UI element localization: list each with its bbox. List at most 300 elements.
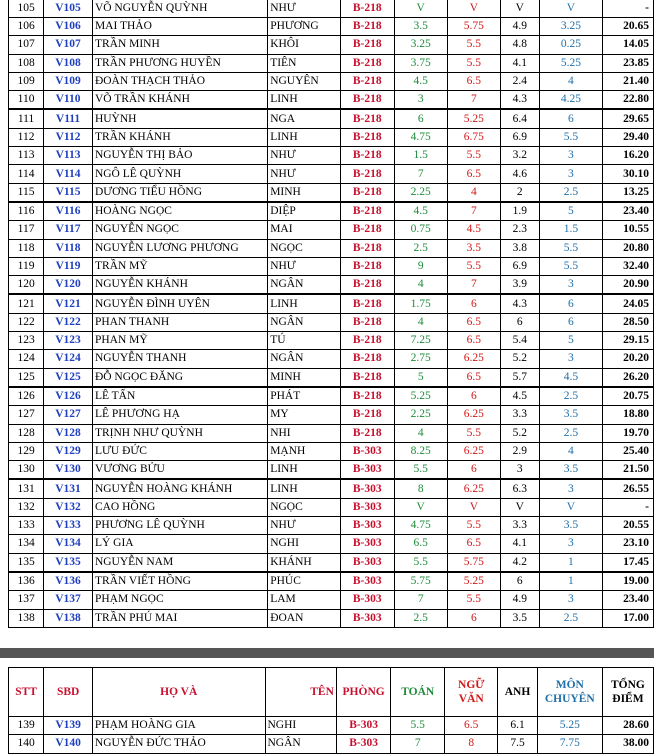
cell-anh: 5.4 — [500, 332, 539, 350]
cell-toan: 4 — [394, 424, 447, 442]
cell-toan: 4.5 — [394, 202, 447, 221]
cell-sbd: V125 — [44, 368, 93, 387]
cell-phong: B-303 — [340, 517, 394, 535]
cell-ten: LINH — [268, 461, 341, 480]
cell-stt: 113 — [9, 147, 44, 165]
cell-ho: NGUYỄN NGỌC — [92, 221, 267, 239]
cell-anh: 3.9 — [500, 276, 539, 295]
cell-chuyen: 3.5 — [539, 461, 602, 480]
cell-chuyen: 5.5 — [539, 239, 602, 257]
cell-tong: 10.55 — [603, 221, 654, 239]
cell-ho: NGUYỄN THANH — [92, 350, 267, 368]
header-van: NGỮ VĂN — [445, 668, 498, 717]
header-stt: STT — [9, 668, 44, 717]
cell-tong: 28.60 — [602, 717, 653, 735]
cell-stt: 108 — [9, 54, 44, 72]
cell-ho: TRẦN PHƯƠNG HUYỀN — [92, 54, 267, 72]
cell-stt: 134 — [9, 535, 44, 553]
cell-tong: 14.05 — [603, 36, 654, 54]
cell-phong: B-218 — [340, 257, 394, 275]
cell-chuyen: 1 — [539, 572, 602, 591]
cell-chuyen: 3 — [539, 276, 602, 295]
cell-chuyen: 3 — [539, 147, 602, 165]
cell-anh: 3 — [500, 461, 539, 480]
cell-chuyen: 2.5 — [539, 183, 602, 202]
cell-phong: B-218 — [340, 0, 394, 18]
cell-tong: 23.40 — [603, 591, 654, 609]
cell-stt: 137 — [9, 591, 44, 609]
table-row — [9, 165, 654, 183]
cell-chuyen: 3.5 — [539, 517, 602, 535]
cell-tong: 22.80 — [603, 91, 654, 110]
cell-tong: 20.75 — [603, 387, 654, 406]
cell-chuyen: 0.25 — [539, 36, 602, 54]
cell-toan: 2.5 — [394, 609, 447, 627]
cell-ten: DIỆP — [268, 202, 341, 221]
cell-van: 5.5 — [447, 591, 500, 609]
header-sbd: SBD — [44, 668, 93, 717]
cell-phong: B-218 — [340, 424, 394, 442]
cell-anh: 2.4 — [500, 72, 539, 90]
cell-van: 5.25 — [447, 572, 500, 591]
cell-chuyen: 6 — [539, 313, 602, 331]
cell-sbd: V112 — [44, 128, 93, 146]
cell-ho: PHAN THANH — [92, 313, 267, 331]
cell-toan: 2.25 — [394, 406, 447, 424]
cell-toan: 6 — [394, 109, 447, 128]
cell-ho: TRẦN PHÚ MAI — [92, 609, 267, 627]
cell-stt: 116 — [9, 202, 44, 221]
cell-tong: 24.05 — [603, 294, 654, 313]
table-row — [9, 735, 654, 753]
cell-sbd: V113 — [44, 147, 93, 165]
cell-chuyen: 3 — [539, 591, 602, 609]
cell-van: 6.5 — [447, 368, 500, 387]
cell-phong: B-303 — [340, 461, 394, 480]
cell-phong: B-218 — [340, 350, 394, 368]
cell-ho: NGUYỄN ĐÌNH UYÊN — [92, 294, 267, 313]
cell-ho: TRẦN VIẾT HỒNG — [92, 572, 267, 591]
cell-chuyen: 3 — [539, 165, 602, 183]
cell-toan: 4 — [394, 313, 447, 331]
cell-phong: B-218 — [340, 332, 394, 350]
table-row — [9, 572, 654, 591]
cell-stt: 130 — [9, 461, 44, 480]
cell-sbd: V126 — [44, 387, 93, 406]
cell-stt: 109 — [9, 72, 44, 90]
cell-stt: 114 — [9, 165, 44, 183]
cell-stt: 136 — [9, 572, 44, 591]
cell-toan: V — [394, 498, 447, 516]
cell-stt: 122 — [9, 313, 44, 331]
table-row — [9, 276, 654, 295]
cell-sbd: V136 — [44, 572, 93, 591]
cell-sbd: V132 — [44, 498, 93, 516]
cell-toan: 4 — [394, 276, 447, 295]
cell-toan: 3.25 — [394, 36, 447, 54]
table-row — [9, 332, 654, 350]
cell-ho: PHẠM NGỌC — [92, 591, 267, 609]
cell-stt: 121 — [9, 294, 44, 313]
cell-tong: 17.45 — [603, 553, 654, 572]
header-toan: TOÁN — [391, 668, 445, 717]
cell-ho: NGUYỄN KHÁNH — [92, 276, 267, 295]
cell-phong: B-303 — [336, 735, 390, 753]
cell-chuyen: 3.25 — [539, 18, 602, 36]
cell-phong: B-218 — [340, 313, 394, 331]
cell-van: 5.5 — [447, 424, 500, 442]
cell-ten: PHÚC — [268, 572, 341, 591]
cell-van: 6 — [447, 387, 500, 406]
cell-toan: 5.25 — [394, 387, 447, 406]
cell-tong: 29.65 — [603, 109, 654, 128]
table-row — [9, 109, 654, 128]
cell-ten: NGÂN — [265, 735, 336, 753]
cell-anh: 5.2 — [500, 350, 539, 368]
cell-van: 8 — [445, 735, 498, 753]
cell-toan: 3 — [394, 91, 447, 110]
cell-tong: 30.10 — [603, 165, 654, 183]
cell-sbd: V133 — [44, 517, 93, 535]
cell-chuyen: 5 — [539, 332, 602, 350]
cell-anh: 6.9 — [500, 257, 539, 275]
cell-ho: PHẠM HOÀNG GIA — [92, 717, 265, 735]
cell-chuyen: 6 — [539, 109, 602, 128]
cell-ho: MAI THẢO — [92, 18, 267, 36]
table-row — [9, 91, 654, 110]
cell-phong: B-218 — [340, 128, 394, 146]
cell-chuyen: V — [539, 0, 602, 18]
cell-van: 6.5 — [447, 313, 500, 331]
cell-ho: NGUYỄN THỊ BẢO — [92, 147, 267, 165]
cell-sbd: V138 — [44, 609, 93, 627]
cell-toan: 7 — [394, 165, 447, 183]
cell-van: 6.5 — [447, 332, 500, 350]
table-row — [9, 479, 654, 498]
cell-sbd: V135 — [44, 553, 93, 572]
cell-tong: 19.70 — [603, 424, 654, 442]
cell-tong: 19.00 — [603, 572, 654, 591]
cell-ten: ĐOAN — [268, 609, 341, 627]
cell-ten: NGÂN — [268, 350, 341, 368]
cell-anh: 6.1 — [498, 717, 537, 735]
cell-ho: LƯU ĐỨC — [92, 442, 267, 460]
cell-tong: 29.15 — [603, 332, 654, 350]
cell-ho: HUỲNH — [92, 109, 267, 128]
cell-toan: 4.75 — [394, 517, 447, 535]
cell-tong: 20.65 — [603, 18, 654, 36]
cell-tong: 26.55 — [603, 479, 654, 498]
cell-ten: NHƯ — [268, 165, 341, 183]
table-row — [9, 221, 654, 239]
table-row — [9, 406, 654, 424]
cell-anh: 1.9 — [500, 202, 539, 221]
cell-ho: DƯƠNG TIỂU HỒNG — [92, 183, 267, 202]
cell-anh: 4.5 — [500, 387, 539, 406]
cell-tong: 23.85 — [603, 54, 654, 72]
cell-anh: V — [500, 498, 539, 516]
cell-tong: 23.10 — [603, 535, 654, 553]
cell-phong: B-218 — [340, 91, 394, 110]
cell-van: V — [447, 0, 500, 18]
cell-chuyen: 4 — [539, 442, 602, 460]
cell-chuyen: 4.25 — [539, 91, 602, 110]
cell-ho: ĐỖ NGỌC ĐĂNG — [92, 368, 267, 387]
cell-ten: TÚ — [268, 332, 341, 350]
cell-van: 6.5 — [447, 72, 500, 90]
cell-ten: LINH — [268, 294, 341, 313]
cell-ten: MẠNH — [268, 442, 341, 460]
cell-ho: NGUYỄN HOÀNG KHÁNH — [92, 479, 267, 498]
cell-anh: 5.2 — [500, 424, 539, 442]
cell-ten: NHƯ — [268, 257, 341, 275]
cell-stt: 128 — [9, 424, 44, 442]
cell-tong: 18.80 — [603, 406, 654, 424]
cell-ten: NGỌC — [268, 239, 341, 257]
cell-ho: NGÔ LÊ QUỲNH — [92, 165, 267, 183]
cell-ten: NGỌC — [268, 498, 341, 516]
cell-toan: 7 — [394, 591, 447, 609]
cell-chuyen: 1.5 — [539, 221, 602, 239]
cell-ten: TIÊN — [268, 54, 341, 72]
cell-sbd: V117 — [44, 221, 93, 239]
cell-van: 6.5 — [447, 535, 500, 553]
table-row — [9, 313, 654, 331]
cell-toan: 4.5 — [394, 72, 447, 90]
cell-phong: B-218 — [340, 18, 394, 36]
cell-van: 6.75 — [447, 128, 500, 146]
cell-van: 7 — [447, 276, 500, 295]
cell-van: 3.5 — [447, 239, 500, 257]
cell-sbd: V109 — [44, 72, 93, 90]
cell-sbd: V119 — [44, 257, 93, 275]
cell-sbd: V110 — [44, 91, 93, 110]
table-row — [9, 0, 654, 18]
cell-van: 7 — [447, 91, 500, 110]
cell-anh: 7.5 — [498, 735, 537, 753]
cell-van: 6.25 — [447, 350, 500, 368]
cell-ho: TRẦN MỸ — [92, 257, 267, 275]
cell-tong: - — [603, 0, 654, 18]
cell-toan: 5.75 — [394, 572, 447, 591]
cell-anh: 4.3 — [500, 294, 539, 313]
cell-phong: B-303 — [340, 442, 394, 460]
table-row — [9, 257, 654, 275]
table-row — [9, 294, 654, 313]
cell-phong: B-303 — [340, 572, 394, 591]
cell-toan: 5.5 — [394, 553, 447, 572]
cell-anh: 6 — [500, 572, 539, 591]
cell-chuyen: 5.25 — [537, 717, 602, 735]
cell-phong: B-218 — [340, 276, 394, 295]
cell-sbd: V114 — [44, 165, 93, 183]
cell-sbd: V131 — [44, 479, 93, 498]
cell-van: 5.5 — [447, 147, 500, 165]
cell-anh: 6.9 — [500, 128, 539, 146]
cell-van: 6 — [447, 294, 500, 313]
cell-ten: MINH — [268, 368, 341, 387]
cell-toan: 8.25 — [394, 442, 447, 460]
cell-phong: B-303 — [336, 717, 390, 735]
header-phong: PHÒNG — [336, 668, 390, 717]
cell-sbd: V118 — [44, 239, 93, 257]
table-row — [9, 498, 654, 516]
cell-phong: B-218 — [340, 36, 394, 54]
table-row — [9, 350, 654, 368]
table-row — [9, 609, 654, 627]
cell-tong: 26.20 — [603, 368, 654, 387]
table-row — [9, 442, 654, 460]
cell-sbd: V120 — [44, 276, 93, 295]
cell-toan: 1.5 — [394, 147, 447, 165]
cell-chuyen: 6 — [539, 294, 602, 313]
cell-ten: KHÁNH — [268, 553, 341, 572]
cell-phong: B-303 — [340, 553, 394, 572]
cell-chuyen: 2.5 — [539, 387, 602, 406]
cell-toan: 8 — [394, 479, 447, 498]
cell-anh: 4.9 — [500, 591, 539, 609]
cell-stt: 135 — [9, 553, 44, 572]
cell-sbd: V106 — [44, 18, 93, 36]
cell-sbd: V115 — [44, 183, 93, 202]
cell-ho: ĐOÀN THẠCH THẢO — [92, 72, 267, 90]
cell-chuyen: 3 — [539, 350, 602, 368]
cell-chuyen: 4.5 — [539, 368, 602, 387]
cell-stt: 115 — [9, 183, 44, 202]
cell-toan: 5.5 — [394, 461, 447, 480]
cell-ho: NGUYỄN NAM — [92, 553, 267, 572]
table-row — [9, 239, 654, 257]
cell-phong: B-303 — [340, 535, 394, 553]
cell-chuyen: 3.5 — [539, 406, 602, 424]
cell-sbd: V116 — [44, 202, 93, 221]
cell-ho: PHƯƠNG LÊ QUỲNH — [92, 517, 267, 535]
cell-ho: TRẦN KHÁNH — [92, 128, 267, 146]
page-divider — [0, 648, 654, 658]
cell-sbd: V127 — [44, 406, 93, 424]
cell-ten: PHÁT — [268, 387, 341, 406]
cell-anh: 3.2 — [500, 147, 539, 165]
cell-ten: KHÔI — [268, 36, 341, 54]
cell-ten: MAI — [268, 221, 341, 239]
cell-ho: NGUYỄN ĐỨC THẢO — [92, 735, 265, 753]
cell-sbd: V123 — [44, 332, 93, 350]
cell-tong: 38.00 — [602, 735, 653, 753]
cell-sbd: V139 — [44, 717, 93, 735]
cell-toan: 9 — [394, 257, 447, 275]
cell-toan: 5.5 — [391, 717, 445, 735]
header-chuyen: MÔN CHUYÊN — [537, 668, 602, 717]
cell-ten: MINH — [268, 183, 341, 202]
table-row — [9, 535, 654, 553]
cell-sbd: V121 — [44, 294, 93, 313]
cell-van: 7 — [447, 202, 500, 221]
cell-anh: 4.1 — [500, 54, 539, 72]
cell-tong: 17.00 — [603, 609, 654, 627]
cell-stt: 105 — [9, 0, 44, 18]
cell-stt: 112 — [9, 128, 44, 146]
table-header-row — [9, 668, 654, 717]
cell-tong: 21.40 — [603, 72, 654, 90]
cell-van: 5.5 — [447, 257, 500, 275]
cell-ten: NHI — [268, 424, 341, 442]
cell-ho: CAO HỒNG — [92, 498, 267, 516]
cell-anh: 2.9 — [500, 442, 539, 460]
cell-tong: 13.25 — [603, 183, 654, 202]
cell-anh: 4.6 — [500, 165, 539, 183]
cell-tong: 32.40 — [603, 257, 654, 275]
cell-anh: 3.3 — [500, 406, 539, 424]
scores-table-bottom — [8, 667, 654, 754]
cell-anh: 6.3 — [500, 479, 539, 498]
cell-van: 5.25 — [447, 109, 500, 128]
cell-toan: 7 — [391, 735, 445, 753]
cell-sbd: V108 — [44, 54, 93, 72]
cell-toan: 2.5 — [394, 239, 447, 257]
cell-phong: B-303 — [340, 609, 394, 627]
cell-tong: 23.40 — [603, 202, 654, 221]
cell-ten: MY — [268, 406, 341, 424]
cell-anh: 4.3 — [500, 91, 539, 110]
cell-van: 4 — [447, 183, 500, 202]
cell-sbd: V129 — [44, 442, 93, 460]
cell-phong: B-218 — [340, 294, 394, 313]
table-row — [9, 717, 654, 735]
cell-van: 4.5 — [447, 221, 500, 239]
cell-toan: V — [394, 0, 447, 18]
cell-stt: 111 — [9, 109, 44, 128]
scores-table-top — [8, 0, 654, 628]
cell-ten: LINH — [268, 91, 341, 110]
cell-stt: 107 — [9, 36, 44, 54]
cell-tong: 20.55 — [603, 517, 654, 535]
cell-tong: 25.40 — [603, 442, 654, 460]
cell-van: 5.75 — [447, 553, 500, 572]
cell-anh: 3.5 — [500, 609, 539, 627]
cell-ten: NGÂN — [268, 276, 341, 295]
cell-stt: 138 — [9, 609, 44, 627]
table-row — [9, 591, 654, 609]
cell-anh: 6 — [500, 313, 539, 331]
cell-tong: 20.90 — [603, 276, 654, 295]
cell-van: 5.5 — [447, 54, 500, 72]
cell-van: 5.5 — [447, 517, 500, 535]
cell-chuyen: 5.5 — [539, 257, 602, 275]
table-row — [9, 72, 654, 90]
cell-ho: VƯƠNG BỬU — [92, 461, 267, 480]
cell-sbd: V111 — [44, 109, 93, 128]
cell-ten: NGA — [268, 109, 341, 128]
cell-ten: NGHI — [265, 717, 336, 735]
cell-toan: 2.75 — [394, 350, 447, 368]
table-row — [9, 147, 654, 165]
cell-phong: B-218 — [340, 368, 394, 387]
table-row — [9, 368, 654, 387]
cell-anh: 2 — [500, 183, 539, 202]
cell-stt: 123 — [9, 332, 44, 350]
cell-toan: 4.75 — [394, 128, 447, 146]
cell-chuyen: 1 — [539, 553, 602, 572]
cell-ho: LÝ GIA — [92, 535, 267, 553]
cell-stt: 118 — [9, 239, 44, 257]
cell-stt: 106 — [9, 18, 44, 36]
cell-tong: 29.40 — [603, 128, 654, 146]
cell-tong: 16.20 — [603, 147, 654, 165]
table-row — [9, 387, 654, 406]
cell-phong: B-218 — [340, 72, 394, 90]
cell-sbd: V140 — [44, 735, 93, 753]
cell-chuyen: 5.25 — [539, 54, 602, 72]
